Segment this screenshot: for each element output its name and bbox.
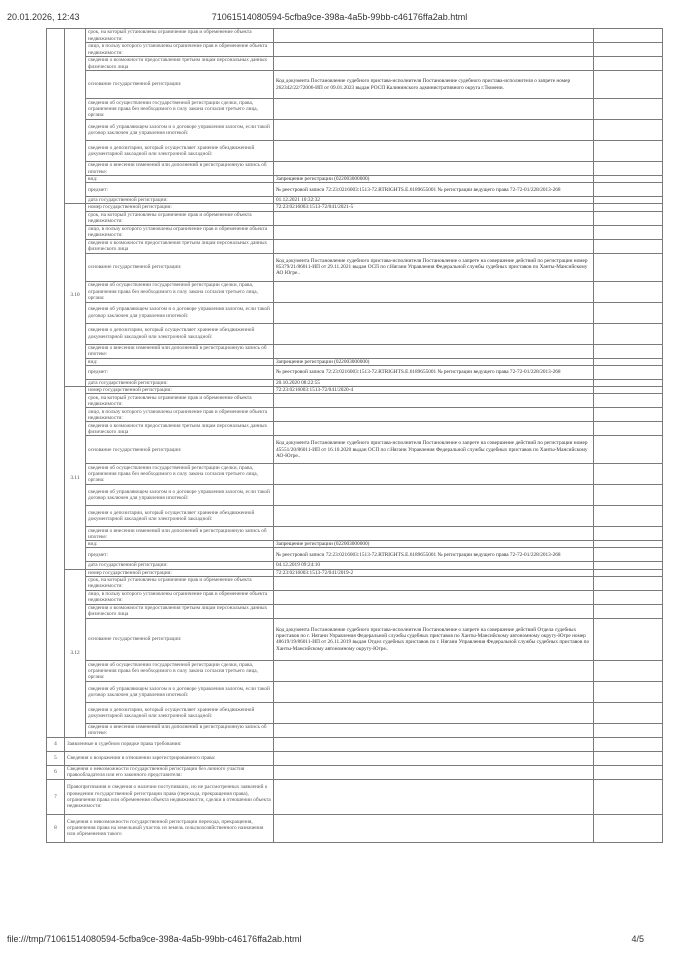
empty-cell: [594, 43, 663, 57]
field-value: Код документа Постановление судебного пристава-исполнителя Постановление о запрете на совершение действий по регистрации номер 85379/21/86011-ИП от 29.11.2021 выдан ОСП по г.Нягани Управления Федеральной службы судебных приставов по Ханты-Мансийскому АО Югре..: [274, 253, 594, 281]
table-row: [47, 99, 663, 120]
print-document-title: 71061514080594-5cfba9ce-398a-4a5b-99bb-c46176ffa2ab.html: [211, 12, 468, 22]
field-label: предмет:: [86, 548, 274, 562]
field-label: дата государственной регистрации:: [86, 379, 274, 386]
empty-cell: [594, 814, 663, 842]
table-row: [47, 183, 663, 197]
empty-cell: [594, 681, 663, 702]
empty-cell: [594, 29, 663, 43]
table-row: [47, 57, 663, 71]
table-row: [47, 394, 663, 408]
table-row: [47, 176, 663, 183]
empty-cell: [594, 660, 663, 681]
table-row: [47, 464, 663, 485]
table-row: [47, 29, 663, 43]
field-value: Запрещение регистрации (022003000000): [274, 176, 594, 183]
field-value: [274, 660, 594, 681]
table-row: [47, 422, 663, 436]
field-value: [274, 120, 594, 141]
record-number: 3.12: [65, 569, 86, 737]
field-value: [274, 43, 594, 57]
empty-cell: [594, 379, 663, 386]
print-datetime: 20.01.2026, 12:43: [7, 12, 80, 22]
table-row: [47, 506, 663, 527]
field-value: [274, 225, 594, 239]
empty-cell: [594, 204, 663, 211]
empty-cell: [594, 541, 663, 548]
table-row: [47, 527, 663, 541]
registry-extract-document: [46, 28, 662, 890]
section-number: 8: [47, 814, 65, 842]
table-row: [47, 408, 663, 422]
table-row: [47, 344, 663, 358]
field-value: Код документа Постановление судебного пристава-исполнителя Постановление о запрете на совершение действий по регистрации номер 45551/20/86011-ИП от 16.10.2020 выдан ОСП по г.Нягани Управления Федеральной службы судебных приставов по Ханты-Мансийскому АО-Югре..: [274, 436, 594, 464]
table-row: [47, 225, 663, 239]
empty-cell: [594, 323, 663, 344]
field-label: основание государственной регистрации:: [86, 436, 274, 464]
table-row: [47, 358, 663, 365]
field-value: [274, 408, 594, 422]
section-3-number-cell: [47, 29, 65, 738]
field-label: сведения о депозитарии, который осуществляет хранение обездвиженной документарной закладной или электронной закладной:: [86, 323, 274, 344]
section-value: [274, 814, 594, 842]
empty-cell: [594, 590, 663, 604]
empty-cell: [594, 387, 663, 394]
field-value: Запрещение регистрации (022003000000): [274, 358, 594, 365]
empty-cell: [594, 71, 663, 99]
field-value: [274, 344, 594, 358]
field-value: [274, 99, 594, 120]
table-row: [47, 576, 663, 590]
field-label: сведения о возможности предоставления третьим лицам персональных данных физического лица: [86, 604, 274, 618]
table-row: [47, 737, 663, 751]
empty-cell: [594, 176, 663, 183]
empty-cell: [594, 506, 663, 527]
field-label: дата государственной регистрации:: [86, 197, 274, 204]
field-label: основание государственной регистрации:: [86, 618, 274, 660]
browser-print-footer: [7, 934, 672, 948]
empty-cell: [594, 464, 663, 485]
table-row: [47, 660, 663, 681]
field-value: № реестровой записи 72:23:0216003:1513-72.RTRIGHTS.E.6189655001 № регистрации ведущего права 72-72-01/228/2013-268: [274, 548, 594, 562]
browser-print-header: [7, 12, 672, 28]
empty-cell: [594, 569, 663, 576]
field-value: [274, 239, 594, 253]
field-label: дата государственной регистрации:: [86, 562, 274, 569]
field-label: сведения об управляющем залогом и о договоре управления залогом, если такой договор заключен для управления ипотекой:: [86, 302, 274, 323]
field-value: Код документа Постановление судебного пристава-исполнителя Постановление судебного пристава-исполнителя о запрете номер 262342/22/72006-ИП от 09.01.2023 выдан РОСП Калининского административного округа г.Тюмени.: [274, 71, 594, 99]
table-row: [47, 485, 663, 506]
table-row: [47, 569, 663, 576]
empty-cell: [594, 183, 663, 197]
field-label: лицо, в пользу которого установлены ограничение прав и обременение объекта недвижимости:: [86, 225, 274, 239]
empty-cell: [594, 358, 663, 365]
section-label: Сведения о возражении в отношении зарегистрированного права:: [65, 751, 274, 765]
field-label: лицо, в пользу которого установлены ограничение прав и обременение объекта недвижимости:: [86, 408, 274, 422]
field-value: [274, 506, 594, 527]
field-label: предмет:: [86, 365, 274, 379]
empty-cell: [594, 723, 663, 737]
table-row: [47, 43, 663, 57]
field-value: [274, 29, 594, 43]
field-label: сведения о внесении изменений или дополнений в регистрационную запись об ипотеке:: [86, 162, 274, 176]
field-label: лицо, в пользу которого установлены ограничение прав и обременение объекта недвижимости:: [86, 43, 274, 57]
empty-cell: [594, 765, 663, 779]
field-value: [274, 141, 594, 162]
table-row: [47, 379, 663, 386]
section-label: Правопритязания и сведения о наличии поступивших, но не рассмотренных заявлений о проведении государственной регистрации права (перехода, прекращения права), ограничения права или обременения объекта недвижимости, сделки в отношении объекта недвижимости:: [65, 779, 274, 814]
table-row: [47, 71, 663, 99]
field-label: сведения о внесении изменений или дополнений в регистрационную запись об ипотеке:: [86, 344, 274, 358]
field-label: номер государственной регистрации:: [86, 569, 274, 576]
field-label: сведения об осуществлении государственной регистрации сделки, права, ограничения права без необходимого в силу закона согласия третьего лица, органа:: [86, 660, 274, 681]
field-value: [274, 422, 594, 436]
field-label: сведения об осуществлении государственной регистрации сделки, права, ограничения права без необходимого в силу закона согласия третьего лица, органа:: [86, 281, 274, 302]
empty-cell: [594, 253, 663, 281]
field-value: [274, 302, 594, 323]
table-row: [47, 751, 663, 765]
field-value: [274, 590, 594, 604]
table-row: [47, 814, 663, 842]
table-row: [47, 211, 663, 225]
empty-cell: [594, 57, 663, 71]
field-value: [274, 323, 594, 344]
field-label: основание государственной регистрации:: [86, 253, 274, 281]
field-label: сведения о депозитарии, который осуществляет хранение обездвиженной документарной закладной или электронной закладной:: [86, 506, 274, 527]
field-label: срок, на который установлены ограничение прав и обременение объекта недвижимости:: [86, 576, 274, 590]
field-label: сведения о возможности предоставления третьим лицам персональных данных физического лица: [86, 422, 274, 436]
section-number: 4: [47, 737, 65, 751]
section-value: [274, 751, 594, 765]
empty-cell: [594, 422, 663, 436]
print-file-url: file:///tmp/71061514080594-5cfba9ce-398a-4a5b-99bb-c46176ffa2ab.html: [7, 934, 302, 944]
section-label: Заявленные в судебном порядке права требования:: [65, 737, 274, 751]
field-value: Запрещение регистрации (022003000000): [274, 541, 594, 548]
field-value: Код документа Постановление судебного пристава-исполнителя Постановление о запрете на совершение действий Отдела судебных приставов по г. Нягани Управления Федеральной службы судебных приставов по Ханты-Мансийскому автономному округу-Югре номер 48619/19/86011-ИП от 26.11.2019 выдан Отдел судебных приставов по г. Нягани Управления Федеральной службы судебных приставов по Ханты-Мансийскому автономному округу-Югре..: [274, 618, 594, 660]
empty-cell: [594, 120, 663, 141]
field-label: сведения о внесении изменений или дополнений в регистрационную запись об ипотеке:: [86, 723, 274, 737]
registry-table: [46, 28, 663, 843]
table-row: [47, 590, 663, 604]
section-value: [274, 737, 594, 751]
empty-cell: [594, 737, 663, 751]
field-value: 72:23:0216003:1513-72/041/2019-2: [274, 569, 594, 576]
table-row: [47, 120, 663, 141]
table-row: [47, 387, 663, 394]
table-row: [47, 302, 663, 323]
field-label: сведения о депозитарии, который осуществляет хранение обездвиженной документарной закладной или электронной закладной:: [86, 702, 274, 723]
field-value: [274, 394, 594, 408]
table-row: [47, 562, 663, 569]
field-label: сведения об осуществлении государственной регистрации сделки, права, ограничения права без необходимого в силу закона согласия третьего лица, органа:: [86, 99, 274, 120]
empty-cell: [594, 702, 663, 723]
print-page-indicator: 4/5: [631, 934, 644, 944]
field-label: вид:: [86, 176, 274, 183]
empty-cell: [594, 365, 663, 379]
field-label: срок, на который установлены ограничение прав и обременение объекта недвижимости:: [86, 211, 274, 225]
field-label: сведения об управляющем залогом и о договоре управления залогом, если такой договор заключен для управления ипотекой:: [86, 681, 274, 702]
empty-cell: [594, 779, 663, 814]
field-label: вид:: [86, 358, 274, 365]
table-row: [47, 548, 663, 562]
field-value: [274, 211, 594, 225]
field-label: вид:: [86, 541, 274, 548]
field-value: [274, 464, 594, 485]
table-row: [47, 541, 663, 548]
table-row: [47, 681, 663, 702]
empty-cell: [594, 485, 663, 506]
table-row: [47, 323, 663, 344]
empty-cell: [594, 394, 663, 408]
table-row: [47, 765, 663, 779]
field-label: номер государственной регистрации:: [86, 387, 274, 394]
field-value: [274, 162, 594, 176]
table-row: [47, 204, 663, 211]
empty-cell: [594, 211, 663, 225]
field-value: 72:23:0216003:1513-72/041/2020-4: [274, 387, 594, 394]
field-label: номер государственной регистрации:: [86, 204, 274, 211]
field-label: сведения о возможности предоставления третьим лицам персональных данных физического лица: [86, 239, 274, 253]
table-row: [47, 618, 663, 660]
registry-table-body: [47, 29, 663, 843]
field-label: сведения о внесении изменений или дополнений в регистрационную запись об ипотеке:: [86, 527, 274, 541]
table-row: [47, 162, 663, 176]
field-value: 04.12.2019 09:24:10: [274, 562, 594, 569]
field-value: 01.12.2021 10:32:32: [274, 197, 594, 204]
empty-cell: [594, 618, 663, 660]
field-value: [274, 57, 594, 71]
table-row: [47, 239, 663, 253]
empty-cell: [594, 436, 663, 464]
field-label: сведения о возможности предоставления третьим лицам персональных данных физического лица: [86, 57, 274, 71]
field-value: [274, 604, 594, 618]
empty-cell: [594, 576, 663, 590]
field-value: 72:23:0216003:1513-72/041/2021-5: [274, 204, 594, 211]
empty-cell: [594, 99, 663, 120]
empty-cell: [594, 408, 663, 422]
field-value: [274, 723, 594, 737]
field-label: сведения об управляющем залогом и о договоре управления залогом, если такой договор заключен для управления ипотекой:: [86, 120, 274, 141]
empty-cell: [594, 527, 663, 541]
empty-cell: [594, 162, 663, 176]
field-value: [274, 576, 594, 590]
field-value: № реестровой записи 72:23:0216003:1513-72.RTRIGHTS.E.6189655001 № регистрации ведущего права 72-72-01/228/2013-268: [274, 365, 594, 379]
table-row: [47, 604, 663, 618]
record-number: 3.10: [65, 204, 86, 387]
table-row: [47, 723, 663, 737]
table-row: [47, 253, 663, 281]
section-value: [274, 779, 594, 814]
record-number-cell: [65, 29, 86, 204]
section-number: 6: [47, 765, 65, 779]
empty-cell: [594, 302, 663, 323]
table-row: [47, 197, 663, 204]
empty-cell: [594, 344, 663, 358]
field-value: № реестровой записи 72:23:0216003:1513-72.RTRIGHTS.E.6189655001 № регистрации ведущего права 72-72-01/228/2013-268: [274, 183, 594, 197]
table-row: [47, 365, 663, 379]
field-label: сведения о депозитарии, который осуществляет хранение обездвиженной документарной закладной или электронной закладной:: [86, 141, 274, 162]
field-label: основание государственной регистрации:: [86, 71, 274, 99]
field-value: [274, 485, 594, 506]
empty-cell: [594, 604, 663, 618]
field-label: срок, на который установлены ограничение прав и обременение объекта недвижимости:: [86, 29, 274, 43]
table-row: [47, 702, 663, 723]
field-label: сведения об управляющем залогом и о договоре управления залогом, если такой договор заключен для управления ипотекой:: [86, 485, 274, 506]
field-label: лицо, в пользу которого установлены ограничение прав и обременение объекта недвижимости:: [86, 590, 274, 604]
field-value: [274, 681, 594, 702]
field-label: срок, на который установлены ограничение прав и обременение объекта недвижимости:: [86, 394, 274, 408]
field-value: [274, 281, 594, 302]
table-row: [47, 141, 663, 162]
empty-cell: [594, 281, 663, 302]
section-number: 7: [47, 779, 65, 814]
empty-cell: [594, 562, 663, 569]
empty-cell: [594, 548, 663, 562]
table-row: [47, 779, 663, 814]
table-row: [47, 436, 663, 464]
empty-cell: [594, 751, 663, 765]
field-label: сведения об осуществлении государственной регистрации сделки, права, ограничения права без необходимого в силу закона согласия третьего лица, органа:: [86, 464, 274, 485]
field-value: [274, 527, 594, 541]
field-value: 20.10.2020 08:22:55: [274, 379, 594, 386]
section-number: 5: [47, 751, 65, 765]
empty-cell: [594, 141, 663, 162]
empty-cell: [594, 225, 663, 239]
section-value: [274, 765, 594, 779]
section-label: Сведения о невозможности государственной регистрации без личного участия правообладателя или его законного представителя:: [65, 765, 274, 779]
record-number: 3.11: [65, 387, 86, 570]
field-value: [274, 702, 594, 723]
empty-cell: [594, 197, 663, 204]
empty-cell: [594, 239, 663, 253]
table-row: [47, 281, 663, 302]
section-label: Сведения о невозможности государственной регистрации перехода, прекращения, ограничения права на земельный участок из земель сельскохозяйственного назначения или обременения такого: [65, 814, 274, 842]
field-label: предмет:: [86, 183, 274, 197]
